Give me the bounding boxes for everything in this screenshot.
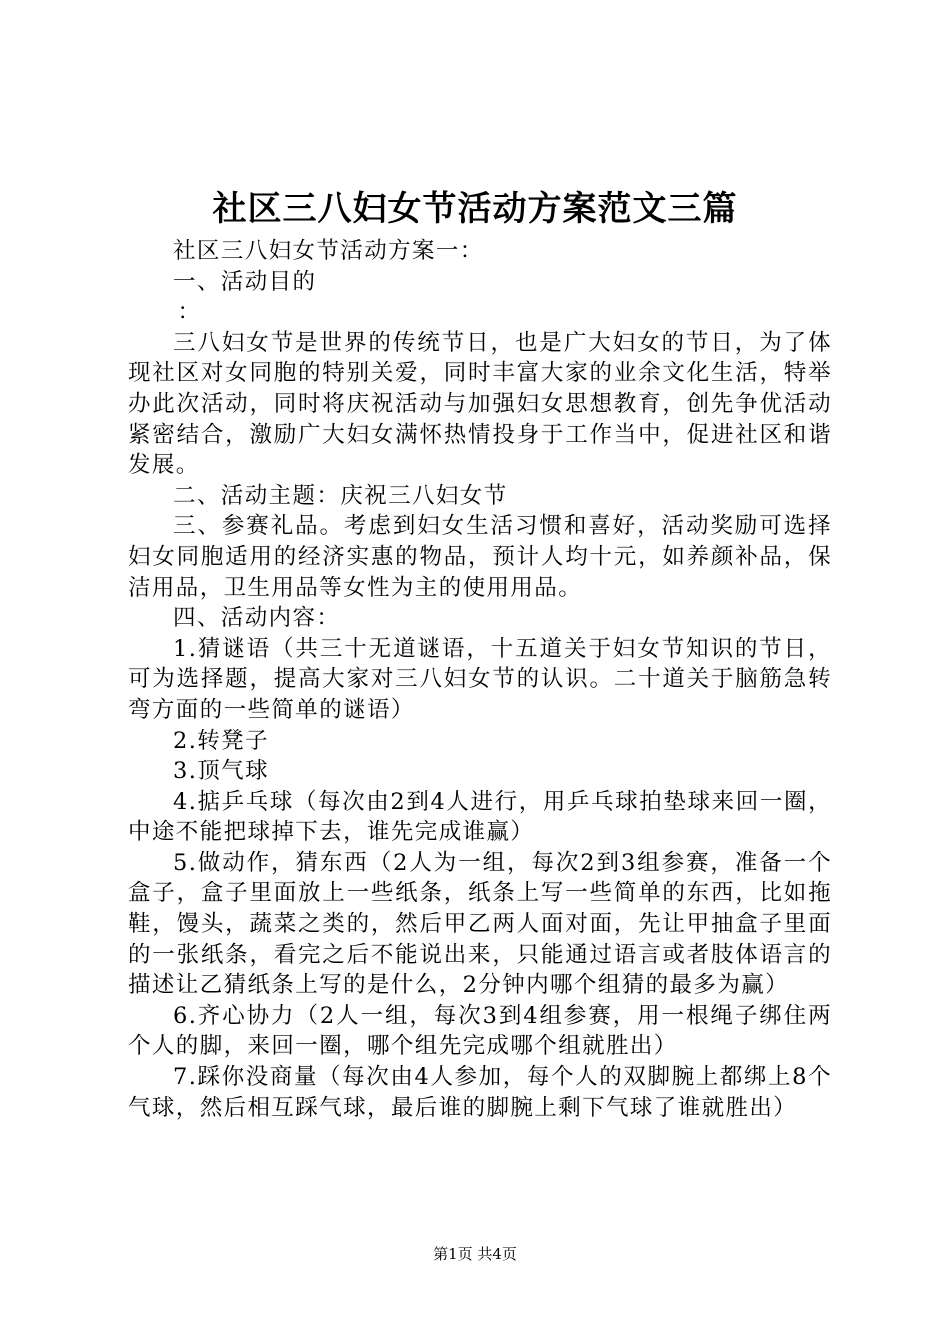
paragraph: 三、参赛礼品。考虑到妇女生活习惯和喜好，活动奖励可选择妇女同胞适用的经济实惠的物品，预计人均十元，如养颜补品，保洁用品，卫生用品等女性为主的使用用品。: [128, 513, 832, 601]
paragraph: 1.猜谜语（共三十无道谜语，十五道关于妇女节知识的节日，可为选择题，提高大家对三八妇女节的认识。二十道关于脑筋急转弯方面的一些简单的谜语）: [128, 635, 832, 723]
paragraph: 二、活动主题：庆祝三八妇女节: [173, 482, 508, 509]
page-footer: 第1页 共4页: [433, 1245, 517, 1263]
paragraph: 2.转凳子: [173, 727, 269, 754]
paragraph: 4.掂乒乓球（每次由2到4人进行，用乒乓球拍垫球来回一圈，中途不能把球掉下去，谁先完成谁赢）: [128, 788, 832, 846]
paragraph: 四、活动内容：: [173, 605, 341, 632]
document-body: [128, 236, 832, 1123]
paragraph: 社区三八妇女节活动方案一：: [173, 238, 484, 264]
document-title: 社区三八妇女节活动方案范文三篇: [212, 189, 738, 229]
paragraph: 6.齐心协力（2人一组，每次3到4组参赛，用一根绳子绑住两个人的脚，来回一圈，哪个组先完成哪个组就胜出）: [128, 1002, 832, 1060]
paragraph: 三八妇女节是世界的传统节日，也是广大妇女的节日，为了体现社区对女同胞的特别关爱，同时丰富大家的业余文化生活，特举办此次活动，同时将庆祝活动与加强妇女思想教育，创先争优活动紧密结合，激励广大妇女满怀热情投身于工作当中，促进社区和谐发展。: [128, 329, 832, 479]
paragraph: 5.做动作，猜东西（2人为一组，每次2到3组参赛，准备一个盒子，盒子里面放上一些纸条，纸条上写一些简单的东西，比如拖鞋，馒头，蔬菜之类的，然后甲乙两人面对面，先让甲抽盒子里面的一张纸条，看完之后不能说出来，只能通过语言或者肢体语言的描述让乙猜纸条上写的是什么，2分钟内哪个组猜的最多为赢）: [128, 849, 832, 999]
paragraph: 一、活动目的: [173, 268, 317, 295]
paragraph: 3.顶气球: [173, 758, 269, 785]
paragraph: 7.踩你没商量（每次由4人参加，每个人的双脚腕上都绑上8个气球，然后相互踩气球，最后谁的脚腕上剩下气球了谁就胜出）: [128, 1064, 832, 1121]
paragraph: ：: [177, 299, 202, 326]
